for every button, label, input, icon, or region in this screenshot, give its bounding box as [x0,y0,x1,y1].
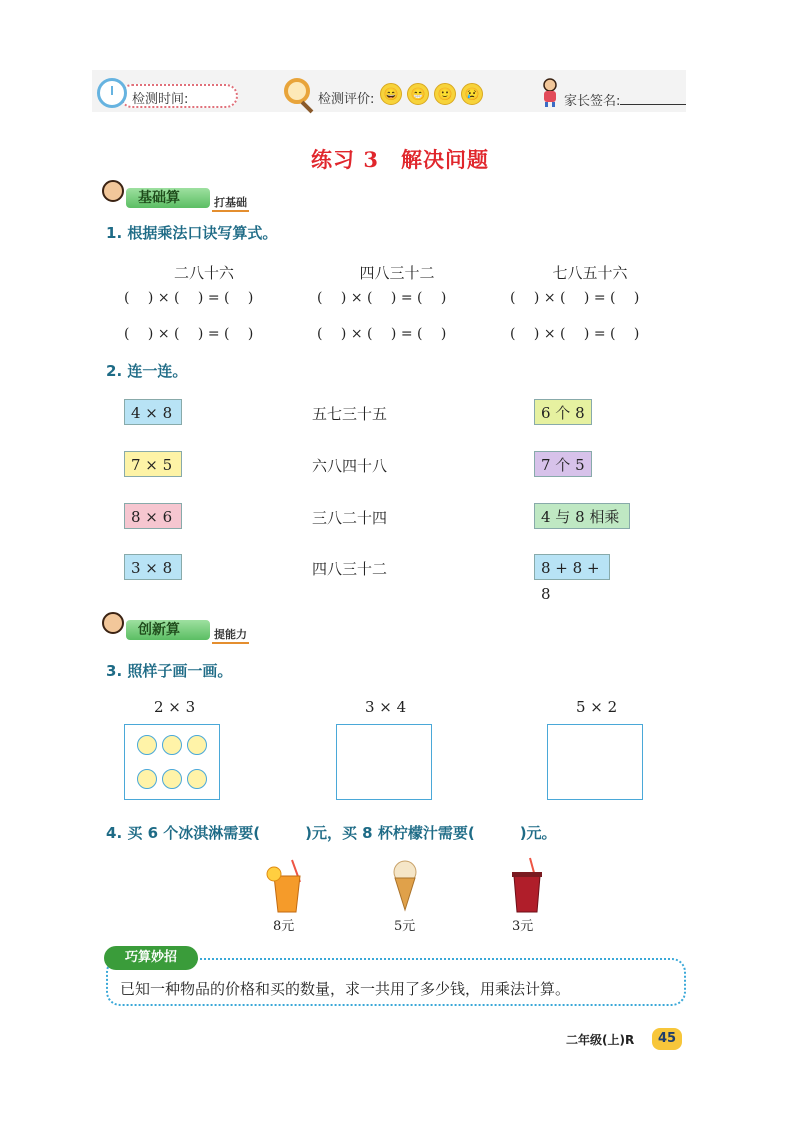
section-banner-creative [100,612,270,642]
clock-icon [97,78,127,108]
kid-avatar-icon [102,612,124,634]
example-circle [162,735,182,755]
tip-text: 已知一种物品的价格和买的数量，求一共用了多少钱，用乘法计算。 [120,980,571,998]
example-circle [187,769,207,789]
draw-item-label: 5 × 2 [576,698,618,716]
price-label: 3元 [512,919,534,934]
match-middle-item[interactable]: 三八二十四 [312,509,388,527]
draw-item-label: 2 × 3 [154,698,196,716]
face-grin-icon[interactable]: 😁 [407,83,429,105]
child-icon [540,78,560,108]
rhyme-1: 二八十六 [173,264,234,282]
match-middle-item[interactable]: 六八四十八 [312,457,388,475]
draw-item-label: 3 × 4 [365,698,407,716]
banner-title: 创新算 [138,622,180,638]
face-laugh-icon[interactable]: 😄 [380,83,402,105]
section-banner-basic [100,180,260,210]
price-label: 8元 [273,919,295,934]
drawing-box[interactable] [336,724,432,800]
match-right-item[interactable]: 6 个 8 [534,399,592,425]
question-number: 3 [106,662,117,680]
eval-label: 检测评价: [318,92,375,107]
match-right-item[interactable]: 4 与 8 相乘 [534,503,630,529]
banner-title: 基础算 [138,190,180,206]
page-title: 练习 3 解决问题 [311,147,489,172]
rhyme-3: 七八五十六 [552,264,628,282]
price-label: 5元 [394,919,416,934]
match-left-item[interactable]: 4 × 8 [124,399,182,425]
banner-subtitle: 打基础 [212,194,249,212]
face-sad-icon[interactable]: 😢 [461,83,483,105]
rhyme-2: 四八三十二 [359,264,435,282]
ice-cream-icon [385,856,425,914]
equation-blank[interactable]: ( ) × ( ) = ( ) [317,290,447,306]
question-prompt[interactable]: . 买 6 个冰淇淋需要( )元，买 8 杯柠檬汁需要( )元。 [116,824,557,842]
equation-blank[interactable]: ( ) × ( ) = ( ) [510,290,640,306]
grade-label: 二年级(上)R [566,1033,635,1047]
match-left-item[interactable]: 7 × 5 [124,451,182,477]
question-number: 2 [106,362,117,380]
page-number: 45 [652,1028,682,1050]
question-3-title [106,660,232,681]
match-left-item[interactable]: 8 × 6 [124,503,182,529]
match-right-item[interactable]: 7 个 5 [534,451,592,477]
drawing-box[interactable] [547,724,643,800]
banner-subtitle: 提能力 [212,626,249,644]
question-prompt: . 根据乘法口诀写算式。 [116,224,278,242]
match-right-item[interactable]: 8 + 8 + 8 [534,554,610,580]
question-number: 4 [106,824,117,842]
equation-blank[interactable]: ( ) × ( ) = ( ) [124,290,254,306]
question-4-title [106,822,557,843]
example-circle [187,735,207,755]
question-number: 1 [106,224,117,242]
face-neutral-icon[interactable]: 🙂 [434,83,456,105]
match-middle-item[interactable]: 四八三十二 [312,560,388,578]
example-circle [137,735,157,755]
equation-blank[interactable]: ( ) × ( ) = ( ) [510,326,640,342]
equation-blank[interactable]: ( ) × ( ) = ( ) [124,326,254,342]
parent-sign-line[interactable] [620,104,686,105]
question-prompt: . 照样子画一画。 [116,662,233,680]
example-circle [162,769,182,789]
red-drink-icon [502,856,552,914]
question-prompt: . 连一连。 [116,362,188,380]
time-label: 检测时间: [132,92,189,107]
equation-blank[interactable]: ( ) × ( ) = ( ) [317,326,447,342]
example-circle [137,769,157,789]
orange-juice-icon [262,856,312,914]
question-2-title [106,360,187,381]
question-1-title [106,222,277,243]
magnifier-icon [284,78,310,104]
match-middle-item[interactable]: 五七三十五 [312,405,388,423]
kid-avatar-icon [102,180,124,202]
match-left-item[interactable]: 3 × 8 [124,554,182,580]
tip-badge: 巧算妙招 [104,946,198,970]
parent-sign-label: 家长签名: [564,94,621,109]
example-drawing-box [124,724,220,800]
